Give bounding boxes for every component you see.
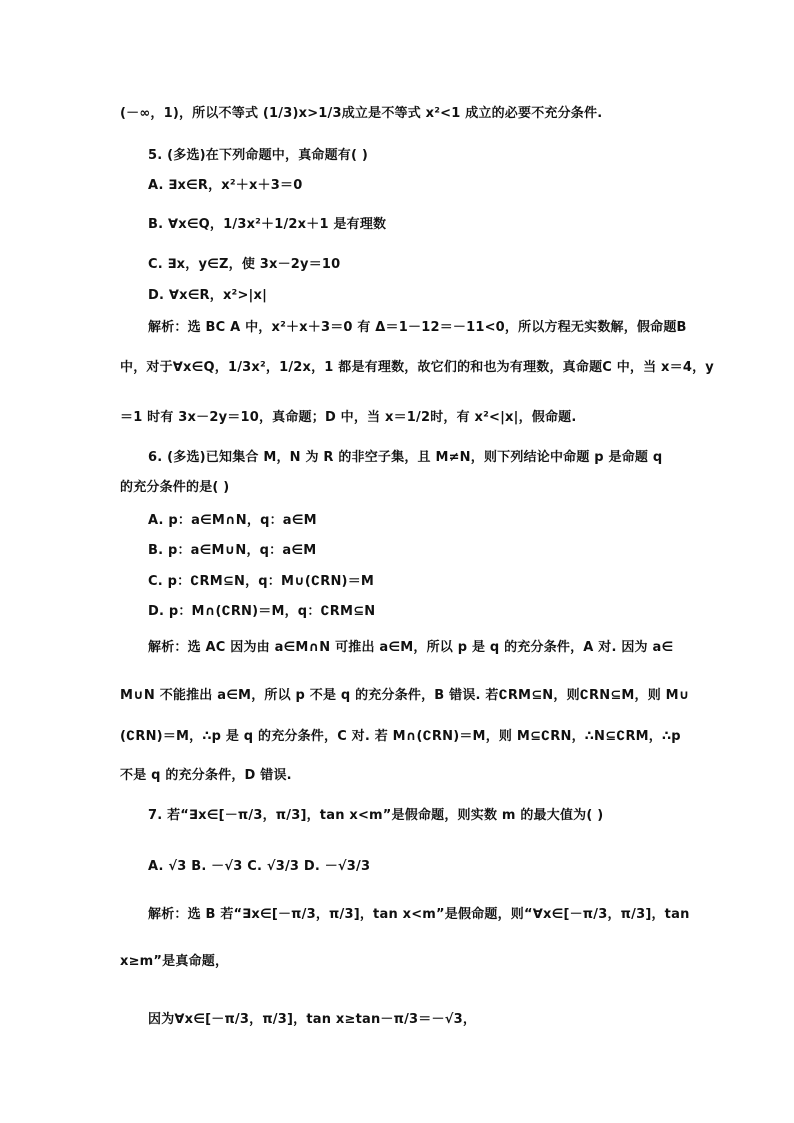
question-5: 5. (多选)在下列命题中，真命题有( ) <box>148 148 369 163</box>
option-d: D. p：M∩(∁RN)＝M，q：∁RM⊆N <box>148 604 376 619</box>
text-line: ＝1 时有 3x－2y＝10，真命题；D 中，当 x＝1/2时，有 x²<|x|，假命题. <box>120 410 577 425</box>
option-c: C. p：∁RM⊆N，q：M∪(∁RN)＝M <box>148 574 375 589</box>
solution-6: 解析：选 AC 因为由 a∈M∩N 可推出 a∈M，所以 p 是 q 的充分条件，A 对. 因为 a∈ <box>148 640 674 655</box>
option-d: D. ∀x∈R，x²>|x| <box>148 288 268 303</box>
solution-7: 解析：选 B 若“∃x∈[－π/3，π/3]，tan x<m”是假命题，则“∀x∈[－π/3，π/3]，tan <box>148 907 690 922</box>
text-line: 的充分条件的是( ) <box>120 480 230 495</box>
text-line: 不是 q 的充分条件，D 错误. <box>120 768 292 783</box>
text-line: 中，对于∀x∈Q，1/3x²，1/2x，1 都是有理数，故它们的和也为有理数，真命题C 中，当 x＝4，y <box>120 360 714 375</box>
option-b: B. p：a∈M∪N，q：a∈M <box>148 543 317 558</box>
question-6: 6. (多选)已知集合 M，N 为 R 的非空子集，且 M≠N，则下列结论中命题 p 是命题 q <box>148 450 663 465</box>
text-line: M∪N 不能推出 a∈M，所以 p 不是 q 的充分条件，B 错误. 若∁RM⊆N，则∁RN⊆M，则 M∪ <box>120 688 690 703</box>
question-7: 7. 若“∃x∈[－π/3，π/3]，tan x<m”是假命题，则实数 m 的最大值为( ) <box>148 808 604 823</box>
option-a: A. ∃x∈R，x²＋x＋3＝0 <box>148 178 303 193</box>
text-line: 因为∀x∈[－π/3，π/3]，tan x≥tan－π/3＝－√3， <box>148 1012 477 1027</box>
text-line: x≥m”是真命题， <box>120 954 229 969</box>
solution-5: 解析：选 BC A 中，x²＋x＋3＝0 有 Δ＝1－12＝－11<0，所以方程无实数解，假命题B <box>148 320 687 335</box>
option-b: B. ∀x∈Q，1/3x²＋1/2x＋1 是有理数 <box>148 217 387 232</box>
options-7: A. √3 B. －√3 C. √3/3 D. －√3/3 <box>148 859 371 874</box>
option-a: A. p：a∈M∩N，q：a∈M <box>148 513 317 528</box>
text-line: (－∞，1)，所以不等式 (1/3)x>1/3成立是不等式 x²<1 成立的必要不充分条件. <box>120 106 603 121</box>
option-c: C. ∃x，y∈Z，使 3x－2y＝10 <box>148 257 341 272</box>
text-line: (∁RN)＝M，∴p 是 q 的充分条件，C 对. 若 M∩(∁RN)＝M，则 M⊆∁RN，∴N⊆∁RM，∴p <box>120 729 681 744</box>
